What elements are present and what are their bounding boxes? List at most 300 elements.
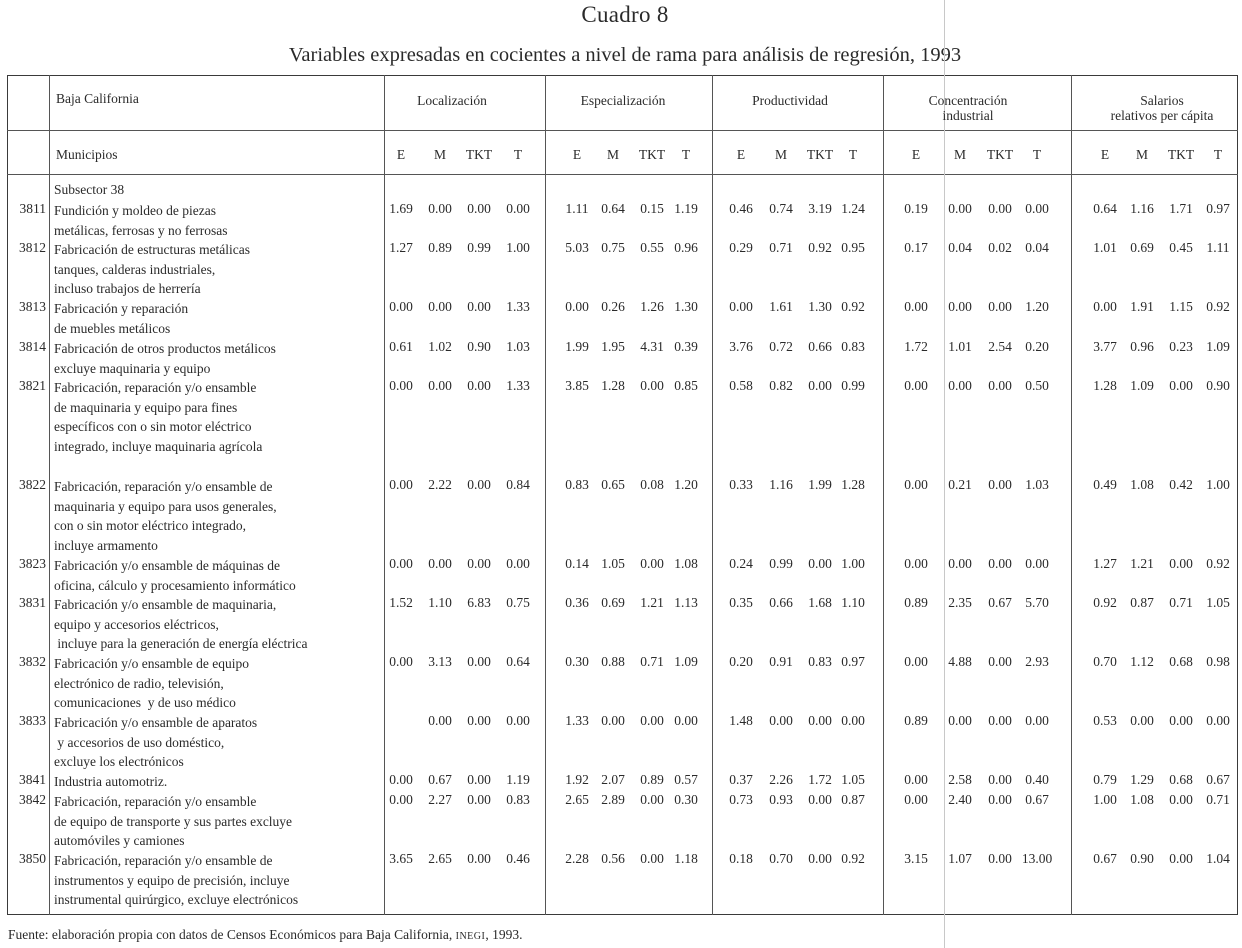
value-cell: 0.00 [428,556,452,571]
subcol-header: M [606,147,619,162]
value-cell: 0.71 [1169,595,1193,610]
value-cell: 1.08 [1130,477,1154,492]
value-cell: 1.11 [565,201,589,216]
value-cell: 1.04 [1206,851,1230,866]
value-cell: 0.83 [841,339,865,354]
value-cell: 0.89 [904,595,928,610]
value-cell: 0.71 [769,240,793,255]
source-year: , 1993. [485,927,523,942]
value-cell: 0.00 [948,201,972,216]
subcol-header: E [1100,147,1110,162]
value-cell: 0.39 [674,339,698,354]
value-cell: 0.92 [841,299,865,314]
value-cell: 3.65 [389,851,413,866]
value-cell: 0.00 [948,299,972,314]
value-cell: 0.74 [769,201,793,216]
value-cell: 0.26 [601,299,625,314]
value-cell: 0.99 [467,240,491,255]
value-cell: 0.00 [467,556,491,571]
value-cell: 0.90 [1130,851,1154,866]
group-header [700,93,880,108]
value-cell: 1.20 [1025,299,1049,314]
value-cell: 0.00 [948,378,972,393]
value-cell: 0.00 [904,556,928,571]
subcol-header: T [848,147,858,162]
value-cell: 0.67 [1025,792,1049,807]
rama-description: de muebles metálicos [54,320,171,336]
value-cell: 0.64 [506,654,530,669]
value-cell: 0.87 [1130,595,1154,610]
value-cell: 0.20 [729,654,753,669]
value-cell: 0.92 [808,240,832,255]
table-title: Cuadro 8 [581,2,669,27]
value-cell: 0.23 [1169,339,1193,354]
group-header [533,93,713,108]
value-cell: 0.00 [948,713,972,728]
value-cell: 1.26 [640,299,664,314]
rama-code: 3813 [19,299,46,314]
value-cell: 1.07 [948,851,972,866]
value-cell: 1.08 [1130,792,1154,807]
subcol-header: T [513,147,523,162]
group-header-label: Salarios [1140,93,1184,108]
value-cell: 0.73 [729,792,753,807]
subcol-header: TKT [806,147,834,162]
subcol-header: TKT [465,147,493,162]
value-cell: 1.16 [769,477,793,492]
subcol-header: M [433,147,446,162]
value-cell: 3.77 [1093,339,1117,354]
value-cell: 0.00 [1169,556,1193,571]
value-cell: 0.64 [601,201,625,216]
rama-code: 3814 [19,339,46,354]
value-cell: 1.28 [841,477,865,492]
value-cell: 3.19 [808,201,832,216]
value-cell: 1.09 [674,654,698,669]
subcol-header: E [396,147,406,162]
value-cell: 0.67 [1093,851,1117,866]
rama-description: Fabricación y/o ensamble de máquinas de [54,558,281,573]
value-cell: 1.11 [1206,240,1230,255]
value-cell: 1.27 [389,240,413,255]
value-cell: 1.27 [1093,556,1117,571]
value-cell: 1.10 [841,595,865,610]
value-cell: 0.46 [729,201,753,216]
value-cell: 1.21 [640,595,664,610]
value-cell: 0.24 [729,556,753,571]
value-cell: 2.58 [948,772,972,787]
rama-description: equipo y accesorios eléctricos, [54,616,219,632]
municipios-header: Municipios [56,147,118,162]
value-cell: 0.00 [988,378,1012,393]
value-cell: 0.20 [1025,339,1049,354]
value-cell: 1.19 [674,201,698,216]
value-cell: 2.27 [428,792,452,807]
value-cell: 0.40 [1025,772,1049,787]
rama-description: electrónico de radio, televisión, [54,675,224,691]
value-cell: 0.56 [601,851,625,866]
value-cell: 1.19 [506,772,530,787]
value-cell: 0.04 [948,240,972,255]
rama-description: tanques, calderas industriales, [54,261,216,277]
value-cell: 0.82 [769,378,793,393]
value-cell: 1.05 [1206,595,1230,610]
value-cell: 1.05 [841,772,865,787]
value-cell: 1.28 [1093,378,1117,393]
value-cell: 2.35 [948,595,972,610]
value-cell: 0.53 [1093,713,1117,728]
value-cell: 0.00 [904,299,928,314]
value-cell: 0.36 [565,595,589,610]
value-cell: 0.89 [428,240,452,255]
rama-description: excluye maquinaria y equipo [54,360,211,376]
value-cell: 4.31 [640,339,664,354]
value-cell: 2.07 [601,772,625,787]
value-cell: 0.00 [1093,299,1117,314]
value-cell: 1.21 [1130,556,1154,571]
subcol-header: T [681,147,691,162]
rama-description: de maquinaria y equipo para fines [54,399,238,415]
value-cell: 0.18 [729,851,753,866]
rama-code: 3832 [19,654,46,669]
value-cell: 0.14 [565,556,589,571]
rama-description: metálicas, ferrosas y no ferrosas [54,222,228,238]
source-org: INEGI [455,931,486,942]
source-text: Fuente: elaboración propia con datos de Censos Económicos para Baja California, [8,927,453,942]
rama-description: y accesorios de uso doméstico, [54,734,225,750]
value-cell: 1.20 [674,477,698,492]
value-cell: 5.70 [1025,595,1049,610]
value-cell: 0.00 [640,792,664,807]
value-cell: 0.00 [506,713,530,728]
value-cell: 0.70 [769,851,793,866]
value-cell: 0.83 [565,477,589,492]
value-cell: 1.33 [565,713,589,728]
value-cell: 1.01 [1093,240,1117,255]
value-cell: 1.01 [948,339,972,354]
value-cell: 5.03 [565,240,589,255]
value-cell: 0.66 [808,339,832,354]
value-cell: 0.00 [506,556,530,571]
value-cell: 3.13 [428,654,452,669]
value-cell: 0.00 [640,378,664,393]
value-cell: 0.93 [769,792,793,807]
value-cell: 0.00 [640,851,664,866]
subcol-header: M [953,147,966,162]
value-cell: 6.83 [467,595,491,610]
value-cell: 0.00 [467,299,491,314]
value-cell: 1.68 [808,595,832,610]
group-header-label: Concentración [928,93,1008,108]
value-cell: 0.00 [565,299,589,314]
value-cell: 0.00 [389,654,413,669]
value-cell: 0.97 [841,654,865,669]
value-cell: 1.61 [769,299,793,314]
group-header [362,93,542,108]
group-header-label: Localización [417,93,487,108]
value-cell: 0.00 [640,556,664,571]
value-cell: 0.00 [428,378,452,393]
value-cell: 0.00 [1025,201,1049,216]
value-cell: 2.89 [601,792,625,807]
value-cell: 2.40 [948,792,972,807]
value-cell: 0.84 [506,477,530,492]
value-cell: 0.45 [1169,240,1193,255]
rama-description: Fabricación y/o ensamble de maquinaria, [54,597,277,612]
subcol-header: TKT [1167,147,1195,162]
value-cell: 0.30 [674,792,698,807]
value-cell: 0.99 [841,378,865,393]
value-cell: 0.00 [428,713,452,728]
value-cell: 0.00 [988,201,1012,216]
value-cell: 0.00 [904,772,928,787]
value-cell: 0.99 [769,556,793,571]
rama-code: 3823 [19,556,46,571]
value-cell: 0.83 [506,792,530,807]
value-cell: 3.15 [904,851,928,866]
value-cell: 0.58 [729,378,753,393]
value-cell: 0.96 [1130,339,1154,354]
col-divider [883,75,884,915]
value-cell: 0.00 [1130,713,1154,728]
rama-code: 3842 [19,792,46,807]
value-cell: 0.98 [1206,654,1230,669]
value-cell: 0.00 [467,772,491,787]
value-cell: 0.08 [640,477,664,492]
source-note [8,927,522,943]
value-cell: 1.13 [674,595,698,610]
rama-description: Fabricación y reparación [54,301,189,316]
rama-description: Fundición y moldeo de piezas [54,203,216,218]
value-cell: 0.00 [1025,713,1049,728]
value-cell: 1.00 [841,556,865,571]
value-cell: 0.00 [506,201,530,216]
subcol-header: M [774,147,787,162]
value-cell: 0.00 [904,477,928,492]
value-cell: 1.12 [1130,654,1154,669]
value-cell: 1.48 [729,713,753,728]
value-cell: 0.42 [1169,477,1193,492]
rama-description: Fabricación de otros productos metálicos [54,341,276,356]
value-cell: 13.00 [1021,851,1053,866]
group-header-label-2: industrial [942,108,994,123]
rama-description: Fabricación y/o ensamble de aparatos [54,715,258,730]
value-cell: 0.87 [841,792,865,807]
rama-description: instrumentos y equipo de precisión, incluye [54,872,290,888]
value-cell: 1.95 [601,339,625,354]
value-cell: 0.00 [988,851,1012,866]
value-cell: 1.71 [1169,201,1193,216]
value-cell: 1.52 [389,595,413,610]
value-cell: 1.72 [904,339,928,354]
value-cell: 1.00 [1093,792,1117,807]
value-cell: 1.28 [601,378,625,393]
table-subtitle: Variables expresadas en cocientes a nivel de rama para análisis de regresión, 1993 [288,44,962,66]
value-cell: 2.54 [988,339,1012,354]
header-divider [7,130,1238,131]
value-cell: 0.69 [1130,240,1154,255]
rama-code: 3850 [19,851,46,866]
value-cell: 0.00 [808,713,832,728]
value-cell: 0.04 [1025,240,1049,255]
value-cell: 0.00 [988,792,1012,807]
value-cell: 0.69 [601,595,625,610]
rama-code: 3831 [19,595,46,610]
value-cell: 0.00 [904,792,928,807]
value-cell: 0.90 [1206,378,1230,393]
value-cell: 1.30 [808,299,832,314]
value-cell: 0.00 [988,713,1012,728]
col-divider [1071,75,1072,915]
value-cell: 1.72 [808,772,832,787]
value-cell: 0.17 [904,240,928,255]
value-cell: 0.29 [729,240,753,255]
group-header [1072,93,1242,123]
value-cell: 0.00 [808,851,832,866]
value-cell: 1.33 [506,299,530,314]
value-cell: 0.64 [1093,201,1117,216]
rama-description: Fabricación, reparación y/o ensamble de [54,479,273,494]
value-cell: 1.91 [1130,299,1154,314]
value-cell: 0.92 [841,851,865,866]
value-cell: 1.92 [565,772,589,787]
group-header [878,93,1058,123]
subcol-header: E [572,147,582,162]
group-header-label: Especialización [580,93,666,108]
value-cell: 1.99 [565,339,589,354]
value-cell: 2.65 [565,792,589,807]
value-cell: 0.00 [1169,792,1193,807]
value-cell: 1.69 [389,201,413,216]
rama-description: oficina, cálculo y procesamiento informático [54,577,296,593]
rama-description: excluye los electrónicos [54,754,184,770]
col-divider [545,75,546,915]
col-divider [712,75,713,915]
subcol-header: E [911,147,921,162]
value-cell: 0.00 [467,713,491,728]
value-cell: 0.66 [769,595,793,610]
value-cell: 2.28 [565,851,589,866]
subcol-header: T [1213,147,1223,162]
value-cell: 0.92 [1206,299,1230,314]
value-cell: 0.00 [428,201,452,216]
rama-description: Fabricación, reparación y/o ensamble [54,380,257,395]
value-cell: 0.46 [506,851,530,866]
rama-description: incluye armamento [54,537,158,553]
value-cell: 0.35 [729,595,753,610]
value-cell: 1.18 [674,851,698,866]
value-cell: 0.85 [674,378,698,393]
value-cell: 0.00 [988,477,1012,492]
rama-code: 3812 [19,240,46,255]
value-cell: 0.67 [428,772,452,787]
subcol-header: E [736,147,746,162]
value-cell: 3.76 [729,339,753,354]
rama-code: 3841 [19,772,46,787]
region-header: Baja California [56,91,139,106]
value-cell: 0.61 [389,339,413,354]
value-cell: 0.89 [904,713,928,728]
subcol-header: TKT [638,147,666,162]
value-cell: 0.00 [640,713,664,728]
group-header-label: Productividad [752,93,828,108]
value-cell: 0.33 [729,477,753,492]
value-cell: 1.02 [428,339,452,354]
value-cell: 0.00 [841,713,865,728]
value-cell: 0.00 [467,477,491,492]
value-cell: 1.30 [674,299,698,314]
value-cell: 1.05 [601,556,625,571]
value-cell: 1.99 [808,477,832,492]
value-cell: 0.68 [1169,772,1193,787]
value-cell: 2.65 [428,851,452,866]
value-cell: 0.00 [1169,851,1193,866]
value-cell: 0.83 [808,654,832,669]
subheader-divider [7,174,1238,175]
value-cell: 0.00 [1025,556,1049,571]
value-cell: 0.00 [389,378,413,393]
value-cell: 3.85 [565,378,589,393]
value-cell: 0.00 [389,299,413,314]
value-cell: 0.95 [841,240,865,255]
value-cell: 1.03 [1025,477,1049,492]
value-cell: 0.00 [808,556,832,571]
value-cell: 0.00 [1169,713,1193,728]
value-cell: 0.67 [988,595,1012,610]
value-cell: 0.70 [1093,654,1117,669]
rama-description: Industria automotriz. [54,774,168,789]
subcol-header: M [1135,147,1148,162]
value-cell: 0.67 [1206,772,1230,787]
value-cell: 0.49 [1093,477,1117,492]
value-cell: 0.00 [467,201,491,216]
value-cell: 0.00 [467,792,491,807]
col-divider [49,75,50,915]
value-cell: 0.50 [1025,378,1049,393]
value-cell: 2.22 [428,477,452,492]
value-cell: 0.92 [1093,595,1117,610]
rama-description: Fabricación, reparación y/o ensamble de [54,853,273,868]
value-cell: 0.00 [389,556,413,571]
value-cell: 0.00 [467,851,491,866]
value-cell: 0.92 [1206,556,1230,571]
value-cell: 0.37 [729,772,753,787]
value-cell: 0.00 [389,477,413,492]
rama-description: Fabricación, reparación y/o ensamble [54,794,257,809]
rama-description: comunicaciones y de uso médico [54,695,236,711]
value-cell: 0.00 [988,299,1012,314]
rama-description: con o sin motor eléctrico integrado, [54,518,246,534]
value-cell: 1.09 [1206,339,1230,354]
value-cell: 2.26 [769,772,793,787]
value-cell: 1.33 [506,378,530,393]
value-cell: 0.30 [565,654,589,669]
rama-description: automóviles y camiones [54,833,185,849]
value-cell: 4.88 [948,654,972,669]
rama-description: de equipo de transporte y sus partes excluye [54,813,293,829]
value-cell: 0.00 [729,299,753,314]
value-cell: 0.00 [428,299,452,314]
value-cell: 1.00 [1206,477,1230,492]
value-cell: 1.10 [428,595,452,610]
value-cell: 0.68 [1169,654,1193,669]
value-cell: 0.75 [601,240,625,255]
value-cell: 1.09 [1130,378,1154,393]
value-cell: 0.00 [1169,378,1193,393]
rama-description: Fabricación y/o ensamble de equipo [54,656,249,671]
value-cell: 0.71 [640,654,664,669]
value-cell: 0.00 [948,556,972,571]
